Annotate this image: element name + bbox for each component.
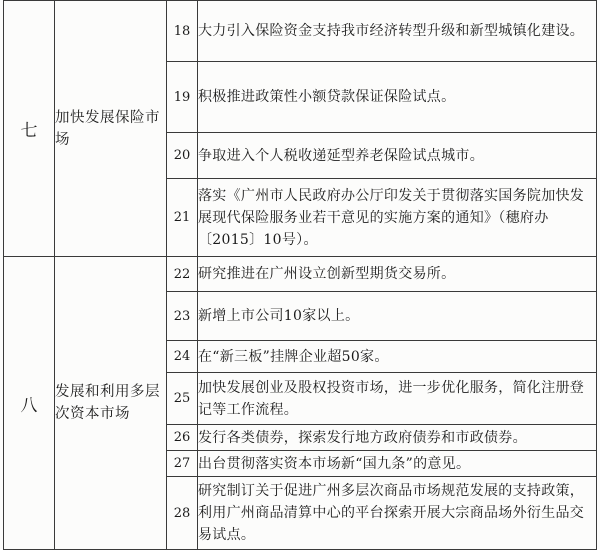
item-text: 在“新三板”挂牌企业超50家。 [198, 341, 597, 373]
section-number: 七 [4, 1, 55, 257]
item-index: 24 [167, 341, 198, 373]
item-text: 大力引入保险资金支持我市经济转型升级和新型城镇化建设。 [198, 1, 597, 62]
item-text: 争取进入个人税收递延型养老保险试点城市。 [198, 133, 597, 179]
item-index: 28 [167, 477, 198, 550]
table-row [4, 257, 597, 292]
item-text: 加快发展创业及股权投资市场，进一步优化服务，简化注册登记等工作流程。 [198, 373, 597, 425]
item-text: 积极推进政策性小额贷款保证保险试点。 [198, 62, 597, 133]
item-index: 19 [167, 62, 198, 133]
item-text: 研究制订关于促进广州多层次商品市场规范发展的支持政策，利用广州商品清算中心的平台探索开展大宗商品场外衍生品交易试点。 [198, 477, 597, 550]
item-text: 发行各类债券，探索发行地方政府债券和市政债券。 [198, 425, 597, 451]
item-text: 研究推进在广州设立创新型期货交易所。 [198, 257, 597, 292]
table-row [4, 1, 597, 62]
item-index: 22 [167, 257, 198, 292]
section-number: 八 [4, 257, 55, 550]
section-title: 加快发展保险市场 [55, 1, 167, 257]
item-index: 20 [167, 133, 198, 179]
policy-task-table [3, 0, 597, 550]
item-text: 新增上市公司10家以上。 [198, 292, 597, 341]
item-index: 25 [167, 373, 198, 425]
item-text: 出台贯彻落实资本市场新“国九条”的意见。 [198, 451, 597, 477]
item-index: 21 [167, 179, 198, 257]
section-title: 发展和利用多层次资本市场 [55, 257, 167, 550]
item-index: 26 [167, 425, 198, 451]
item-index: 18 [167, 1, 198, 62]
item-index: 23 [167, 292, 198, 341]
item-text: 落实《广州市人民政府办公厅印发关于贯彻落实国务院加快发展现代保险服务业若干意见的实施方案的通知》（穗府办〔2015〕10号）。 [198, 179, 597, 257]
item-index: 27 [167, 451, 198, 477]
